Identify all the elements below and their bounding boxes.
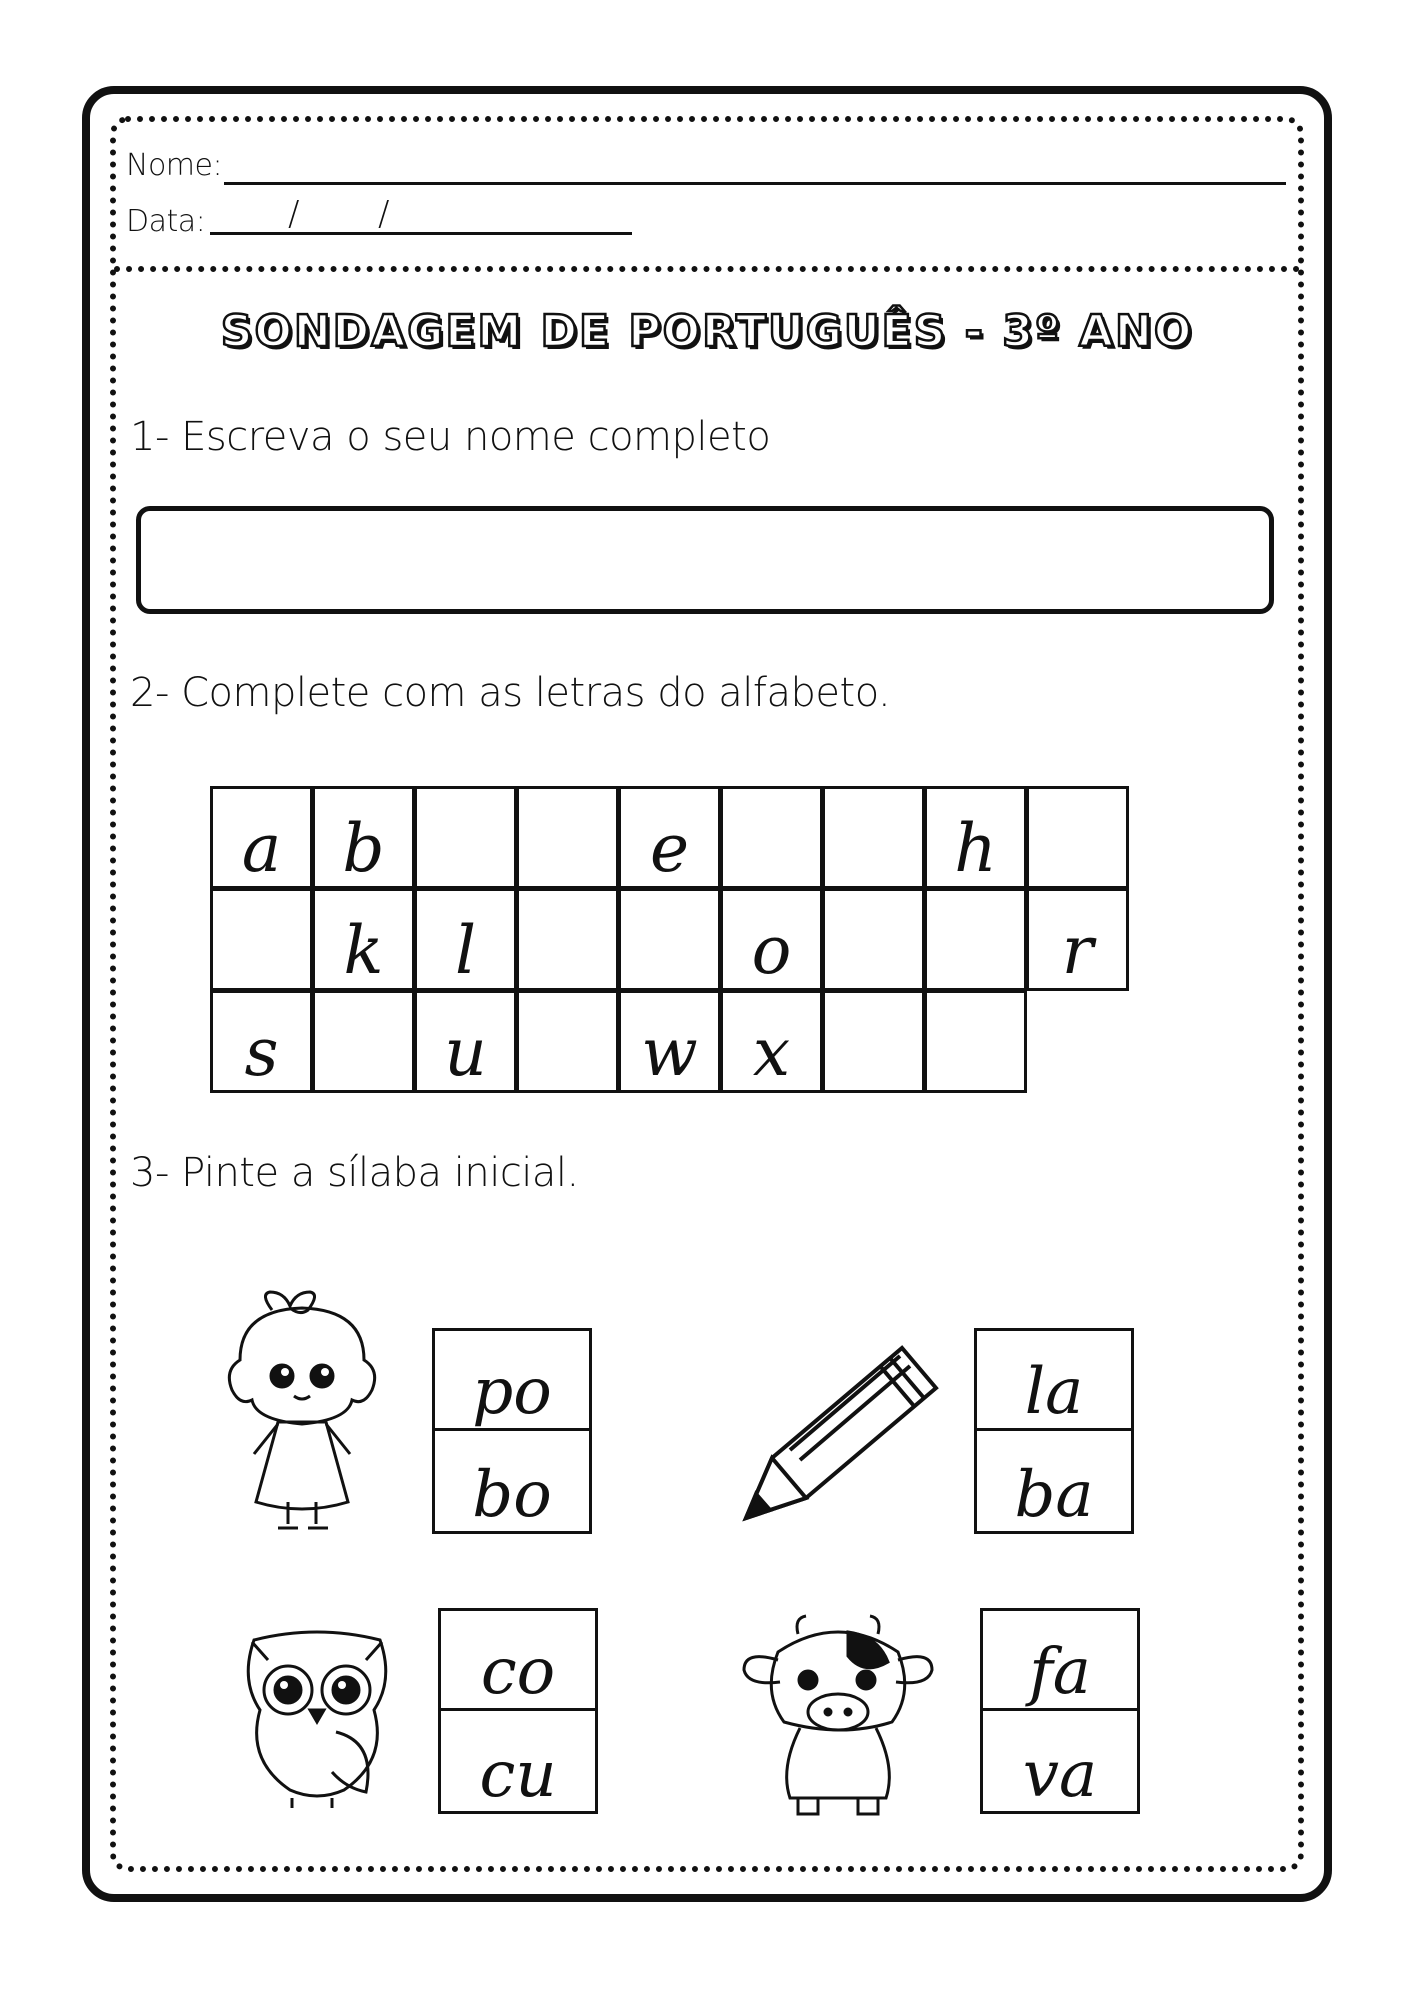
alphabet-cell-empty[interactable] (414, 786, 517, 889)
alphabet-cell-filled (618, 990, 721, 1093)
alphabet-cell-empty[interactable] (720, 786, 823, 889)
alphabet-cell-filled (312, 786, 415, 889)
alphabet-cell-filled (1026, 888, 1129, 991)
alphabet-letter: a (241, 810, 282, 887)
full-name-answer-box[interactable] (136, 506, 1274, 614)
syllable-option-bottom[interactable] (441, 1711, 595, 1811)
alphabet-cell-filled (210, 786, 313, 889)
question-3: 3- Pinte a sílaba inicial. (130, 1150, 579, 1196)
syllable-text: ba (1014, 1458, 1094, 1532)
question-2: 2- Complete com as letras do alfabeto. (130, 670, 891, 716)
syllable-box (438, 1608, 598, 1814)
alphabet-cell-empty[interactable] (822, 990, 925, 1093)
syllable-text: po (472, 1355, 552, 1429)
date-line[interactable] (210, 232, 632, 235)
alphabet-cell-empty[interactable] (924, 888, 1027, 991)
alphabet-cell-empty[interactable] (210, 888, 313, 991)
alphabet-letter: r (1061, 912, 1094, 989)
alphabet-letter: o (751, 912, 792, 989)
alphabet-cell-empty[interactable] (924, 990, 1027, 1093)
name-line[interactable] (224, 182, 1286, 185)
alphabet-letter: w (641, 1014, 698, 1091)
alphabet-letter: s (244, 1014, 279, 1091)
syllable-option-top[interactable] (435, 1331, 589, 1431)
alphabet-letter: h (954, 810, 997, 887)
alphabet-cell-empty[interactable] (822, 888, 925, 991)
doll-picture (212, 1290, 392, 1540)
alphabet-cell-filled (618, 786, 721, 889)
alphabet-letter: k (343, 912, 384, 989)
syllable-text: va (1022, 1738, 1098, 1812)
alphabet-cell-filled (720, 990, 823, 1093)
name-label: Nome: (126, 148, 223, 183)
alphabet-cell-empty[interactable] (1026, 786, 1129, 889)
syllable-text: la (1024, 1355, 1084, 1429)
question-1: 1- Escreva o seu nome completo (130, 414, 771, 460)
alphabet-cell-empty[interactable] (516, 990, 619, 1093)
alphabet-letter: u (444, 1014, 487, 1091)
alphabet-cell-empty[interactable] (516, 786, 619, 889)
alphabet-cell-filled (414, 888, 517, 991)
syllable-box (980, 1608, 1140, 1814)
syllable-option-top[interactable] (977, 1331, 1131, 1431)
alphabet-cell-empty[interactable] (618, 888, 721, 991)
syllable-option-bottom[interactable] (435, 1431, 589, 1531)
alphabet-letter: l (454, 912, 477, 989)
owl-picture (232, 1612, 402, 1812)
alphabet-cell-filled (924, 786, 1027, 889)
date-label: Data: (126, 204, 206, 239)
syllable-option-top[interactable] (983, 1611, 1137, 1711)
alphabet-letter: b (342, 810, 385, 887)
alphabet-cell-empty[interactable] (516, 888, 619, 991)
alphabet-cell-filled (210, 990, 313, 1093)
syllable-option-bottom[interactable] (983, 1711, 1137, 1811)
pencil-picture (730, 1330, 950, 1530)
page-title: SONDAGEM DE PORTUGUÊS - 3º ANO (220, 306, 1194, 357)
alphabet-letter: e (649, 810, 690, 887)
syllable-text: bo (472, 1458, 552, 1532)
alphabet-letter: x (752, 1014, 791, 1091)
syllable-text: fa (1029, 1635, 1091, 1709)
date-slash: / (378, 194, 390, 234)
syllable-option-bottom[interactable] (977, 1431, 1131, 1531)
syllable-box (432, 1328, 592, 1534)
syllable-box (974, 1328, 1134, 1534)
syllable-text: cu (479, 1738, 557, 1812)
syllable-option-top[interactable] (441, 1611, 595, 1711)
cow-picture (738, 1612, 938, 1822)
syllable-text: co (480, 1635, 556, 1709)
date-slash: / (288, 194, 300, 234)
alphabet-cell-empty[interactable] (312, 990, 415, 1093)
alphabet-cell-filled (720, 888, 823, 991)
header-separator (114, 266, 1300, 272)
alphabet-cell-empty[interactable] (822, 786, 925, 889)
alphabet-cell-filled (312, 888, 415, 991)
alphabet-cell-filled (414, 990, 517, 1093)
